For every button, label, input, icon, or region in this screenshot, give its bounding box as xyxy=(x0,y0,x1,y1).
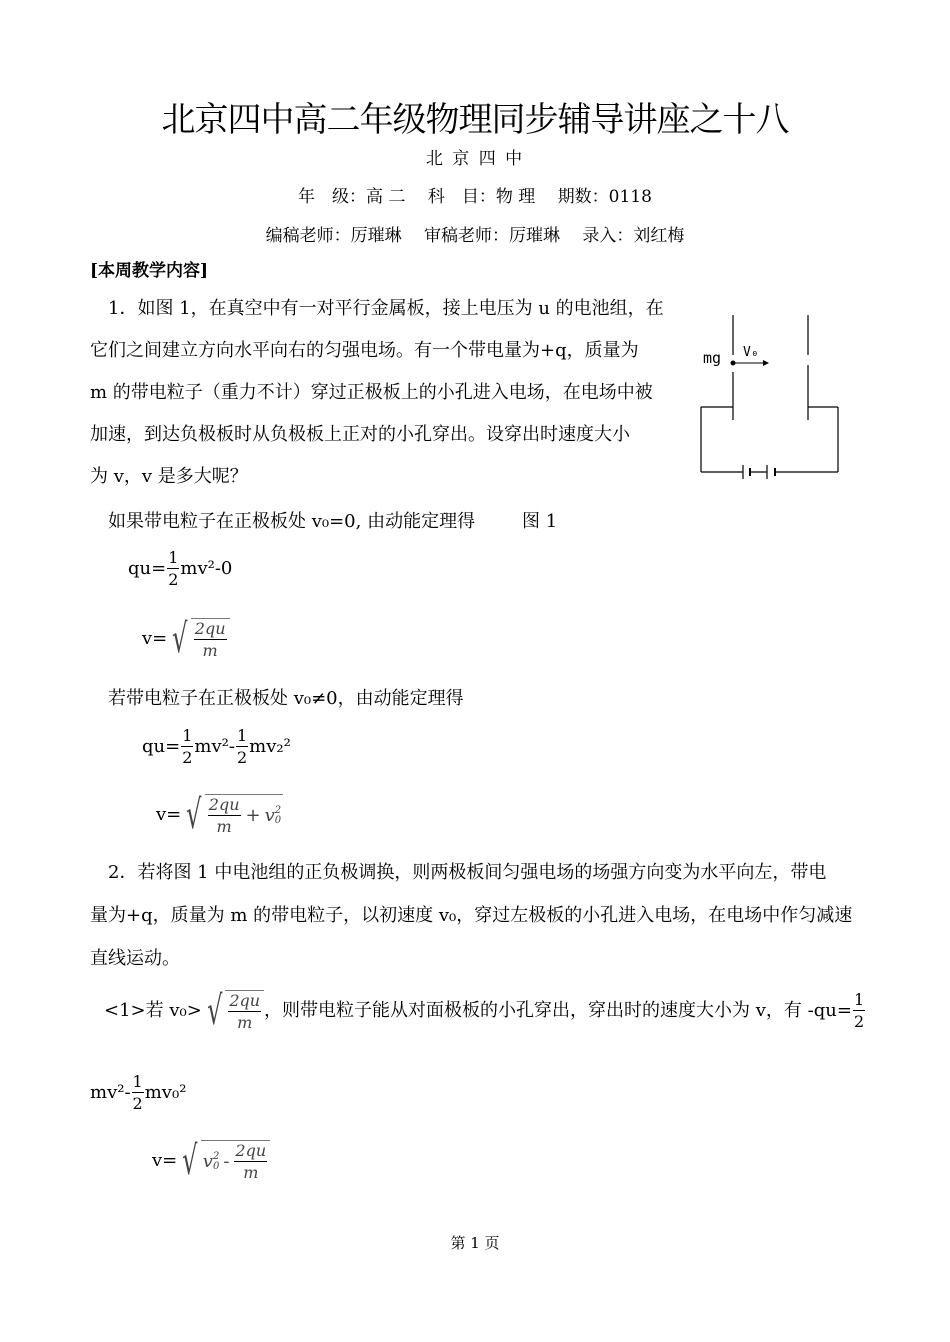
label-v0: V₀ xyxy=(743,345,759,360)
problem-2-text: 2．若将图 1 中电池组的正负极调换，则两极板间匀强电场的场强方向变为水平向左，带电 量为+q，质量为 m 的带电粒子，以初速度 v₀，穿过左极板的小孔进入电场，在电场中作匀减速 直线运动。 xyxy=(90,862,853,969)
school-name: 北 京 四 中 xyxy=(425,149,525,169)
section-label: [本周教学内容] xyxy=(90,261,209,281)
equation-5: mv²- $\frac{1}{2}$ mv₀² xyxy=(90,1072,187,1113)
case-1-text: 如果带电粒子在正极板处 v₀=0, 由动能定理得 xyxy=(108,511,476,532)
figure-1-diagram xyxy=(695,310,855,485)
equation-2: v= √ $\frac{2qu}{m}$ xyxy=(142,618,230,659)
page-number: 第 1 页 xyxy=(450,1234,500,1252)
equation-4: v= √ $\frac{2qu}{m}$ + v 2 0 xyxy=(156,791,282,838)
sqrt-expression: √ $\frac{2qu}{m}$ xyxy=(167,618,229,659)
staff-line: 编稿老师：厉璀琳 审稿老师：厉璀琳 录入：刘红梅 xyxy=(265,226,685,246)
problem-1-line: m 的带电粒子（重力不计）穿过正极板上的小孔进入电场，在电场中被 xyxy=(90,382,653,403)
figure-caption: 图 1 xyxy=(522,511,558,532)
problem-1-line: 它们之间建立方向水平向右的匀强电场。有一个带电量为+q，质量为 xyxy=(90,340,639,361)
equation-1: qu= $\frac{1}{2}$ mv²-0 xyxy=(128,548,233,589)
problem-1-line: 加速，到达负极板时从负极板上正对的小孔穿出。设穿出时速度大小 xyxy=(90,424,630,445)
problem-1-line: 为 v，v 是多大呢？ xyxy=(90,466,248,487)
equation-3: qu= $\frac{1}{2}$ mv²- $\frac{1}{2}$ mv₂² xyxy=(142,726,291,767)
condition-line: <1>若 v₀> √ $\frac{2qu}{m}$ ，则带电粒子能从对面极板的小孔穿出，穿出时的速度大小为 v，有 -qu= $\frac{1}{2}$ xyxy=(104,987,865,1034)
case-2-text: 若带电粒子在正极板处 v₀≠0，由动能定理得 xyxy=(108,688,464,709)
fraction-half: $\frac{1}{2}$ xyxy=(168,548,179,589)
course-meta: 年 级：高 二 科 目：物 理 期数：0118 xyxy=(298,187,652,207)
problem-1-text xyxy=(90,296,690,506)
page-title: 北京四中高二年级物理同步辅导讲座之十八 xyxy=(161,100,789,140)
particle-dot xyxy=(731,361,736,366)
equation-6: v= √ v 2 0 - $\frac{2qu}{m}$ xyxy=(152,1140,270,1181)
problem-1-line: 1．如图 1，在真空中有一对平行金属板，接上电压为 u 的电池组，在 xyxy=(108,298,664,319)
label-mg: mg xyxy=(703,349,722,367)
